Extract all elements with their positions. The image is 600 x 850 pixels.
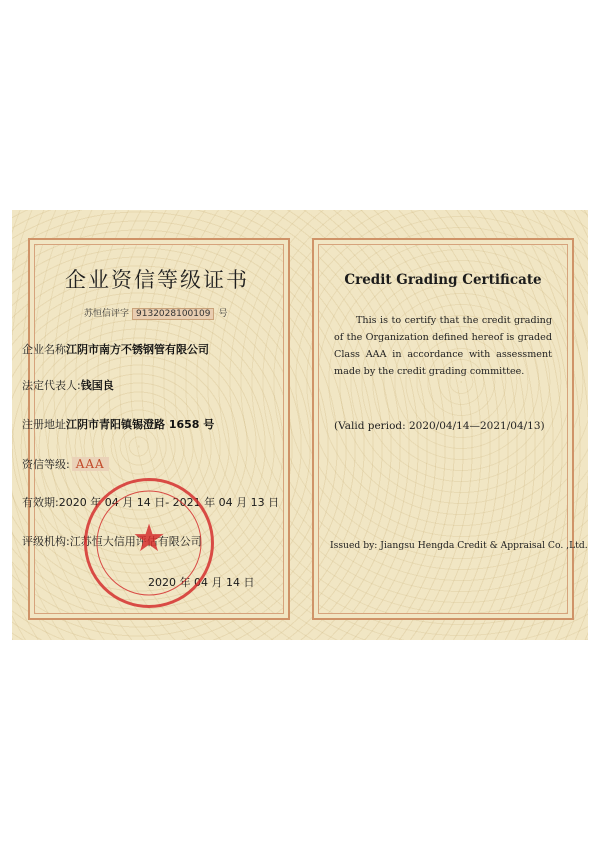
reg-suffix: 号 [218,309,228,319]
address-row [22,416,214,432]
reg-number: 9132028100109 [132,308,214,320]
grade-label: 资信等级: [22,458,70,471]
en-body-text: This is to certify that the credit grading of the Organization defined hereof is graded Class AAA in accordance with assessment made by the credit grading committee. [334,315,552,377]
official-seal [84,478,214,608]
en-certificate-title: Credit Grading Certificate [344,272,542,288]
rep-label: 法定代表人: [22,379,81,392]
address-value: 江阴市青阳镇锡澄路 1658 号 [66,418,215,431]
star-icon: ★ [131,516,167,560]
grade-value: AAA [72,457,109,471]
representative-row [22,377,114,393]
cn-certificate-title: 企业资信等级证书 [65,268,249,292]
registration-number [84,306,227,320]
company-label: 企业名称 [22,343,66,356]
en-valid-period: (Valid period: 2020/04/14—2021/04/13) [334,420,545,432]
reg-prefix: 苏恒信评字 [84,309,130,319]
english-content [314,212,588,612]
agency-value: 江苏恒大信用评估有限公司 [69,535,202,548]
agency-label: 评级机构: [22,535,70,548]
en-issuer: Issued by: Jiangsu Hengda Credit & Appraisal Co. ,Ltd. [330,540,588,551]
grade-row [22,456,109,472]
issue-date: 2020 年 04 月 14 日 [148,576,255,589]
validity-label: 有效期: [22,496,59,509]
rep-value: 钱国良 [80,379,114,392]
company-value: 江阴市南方不锈钢管有限公司 [66,343,209,356]
address-label: 注册地址 [22,418,66,431]
validity-value: 2020 年 04 月 14 日- 2021 年 04 月 13 日 [58,496,280,509]
company-row [22,341,209,357]
